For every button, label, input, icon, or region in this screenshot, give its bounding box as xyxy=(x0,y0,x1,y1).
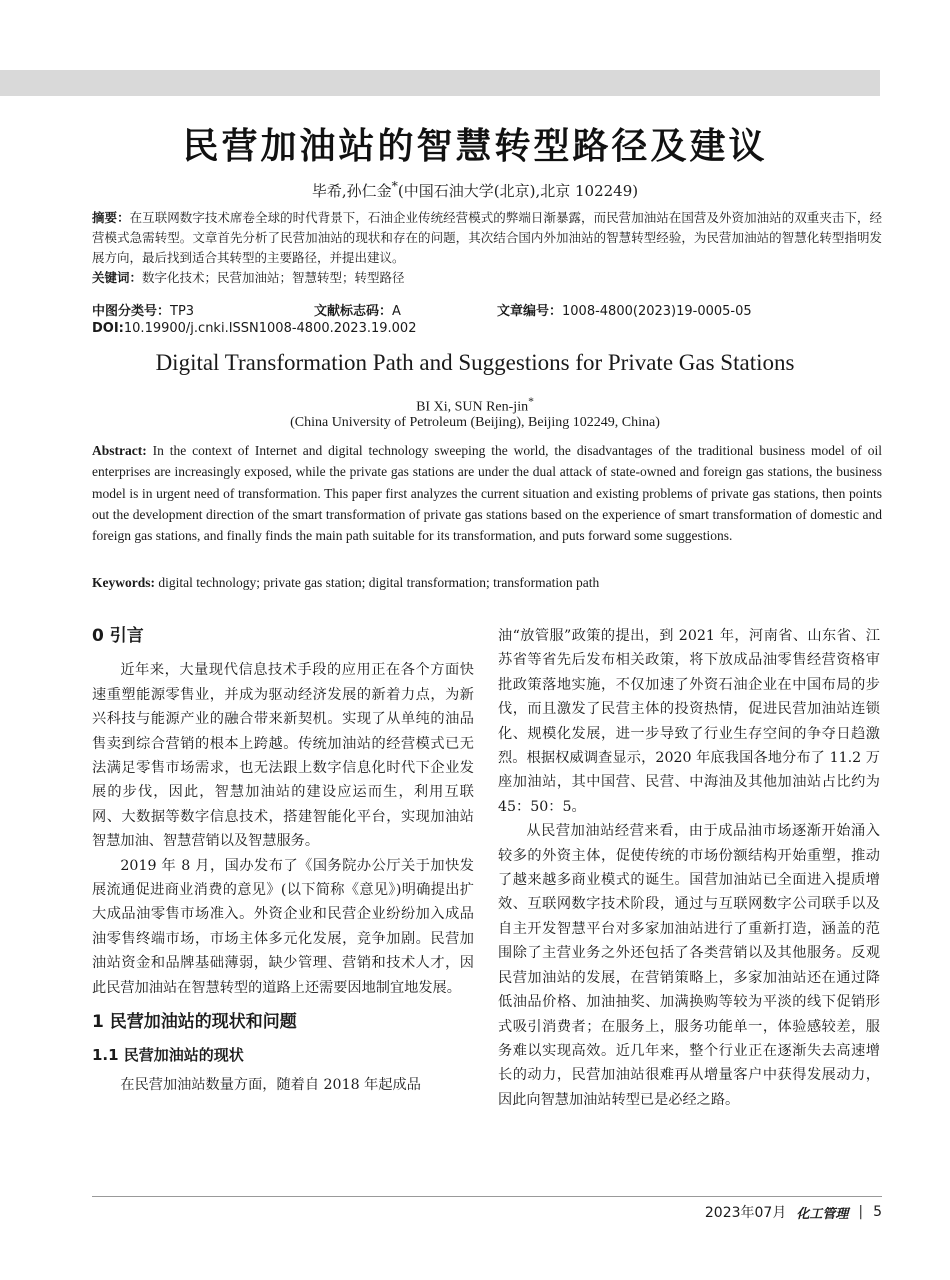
footer-divider xyxy=(92,1196,882,1197)
clc-label: 中图分类号： xyxy=(92,304,171,319)
footer-separator: | xyxy=(858,1204,864,1220)
clc-value: TP3 xyxy=(170,304,195,319)
abstract-en-text: In the context of Internet and digital technology sweeping the world, the disadvantages of the traditional business model of oil enterprises are increasingly exposed, while the private gas stations are under the dual attack of state-owned and foreign gas stations, the business model is in urgent need of transformation. This paper first analyzes the current situation and existing problems of private gas stations, then points out the development direction of the smart transformation of private gas stations based on the experience of smart transformation of domestic and foreign gas stations, and finally finds the main path suitable for its transformation, and puts forward some suggestions. xyxy=(92,443,882,544)
affiliation-en: (China University of Petroleum (Beijing), Beijing 102249, China) xyxy=(290,415,660,430)
body-paragraph: 2019 年 8 月，国办发布了《国务院办公厅关于加快发展流通促进商业消费的意见》(以下简称《意见》)明确提出扩大成品油零售市场准入。外资企业和民营企业纷纷加入成品油零售终端市场，市场主体多元化发展，竞争加剧。民营加油站资金和品牌基础薄弱，缺少管理、营销和技术人才，因此民营加油站在智慧转型的道路上还需要因地制宜地发展。 xyxy=(92,857,474,996)
page-footer xyxy=(705,1202,882,1222)
keywords-en xyxy=(92,575,599,591)
doi-label: DOI: xyxy=(92,321,124,336)
article-no-value: 1008-4800(2023)19-0005-05 xyxy=(562,304,752,319)
section-0-heading: 0 引言 xyxy=(92,626,144,646)
author-names-cn: 毕希,孙仁金 xyxy=(311,182,392,200)
body-paragraph: 在民营加油站数量方面，随着自 2018 年起成品 xyxy=(120,1076,421,1093)
keywords-cn-label: 关键词： xyxy=(92,270,143,285)
paper-title-en: Digital Transformation Path and Suggestions for Private Gas Stations xyxy=(155,350,795,375)
authors-en xyxy=(0,395,950,416)
doi-value: 10.19900/j.cnki.ISSN1008-4800.2023.19.002 xyxy=(123,321,417,336)
keywords-cn-text: 数字化技术；民营加油站；智慧转型；转型路径 xyxy=(142,270,405,285)
body-column-left xyxy=(92,624,474,1097)
corresponding-author-mark-cn: * xyxy=(391,178,398,193)
abstract-cn-text: 在互联网数字技术席卷全球的时代背景下，石油企业传统经营模式的弊端日渐暴露，而民营加油站在国营及外资加油站的双重夹击下，经营模式急需转型。文章首先分析了民营加油站的现状和存在的问题，其次结合国内外加油站的智慧转型经验，为民营加油站的智慧化转型指明发展方向，最后找到适合其转型的主要路径，并提出建议。 xyxy=(92,210,882,265)
body-paragraph: 油“放管服”政策的提出，到 2021 年，河南省、山东省、江苏省等省先后发布相关政策，将下放成品油零售经营资格审批政策落地实施，不仅加速了外资石油企业在中国布局的步伐，而且激发了民营主体的投资热情，促进民营加油站连锁化、规模化发展，进一步导致了行业生存空间的争夺日趋激烈。根据权威调查显示，2020 年底我国各地分布了 11.2 万座加油站，其中国营、民营、中海油及其他加油站占比约为 45：50：5。 xyxy=(498,628,880,815)
keywords-en-label: Keywords: xyxy=(92,575,155,590)
abstract-en xyxy=(92,440,882,546)
affiliation-cn: (中国石油大学(北京),北京 102249) xyxy=(397,182,639,200)
abstract-en-label: Abstract: xyxy=(92,443,147,458)
issue-date: 2023年07月 xyxy=(704,1205,787,1221)
body-paragraph: 从民营加油站经营来看，由于成品油市场逐渐开始涌入较多的外资主体，促使传统的市场份额结构开始重塑，推动了越来越多商业模式的诞生。国营加油站已全面进入提质增效、互联网数字技术阶段，通过与互联网数字公司联手以及自主开发智慧平台对多家加油站进行了重新打造，涵盖的范围除了主营业务之外还包括了各类营销以及其他服务。反观民营加油站的发展，在营销策略上，多家加油站还在通过降低油品价格、加油抽奖、加满换购等较为平淡的线下促销形式吸引消费者；在服务上，服务功能单一，体验感较差，服务难以实现高效。近几年来，整个行业正在逐渐失去高速增长的动力，民营加油站很难再从增量客户中获得发展动力，因此向智慧加油站转型已是必经之路。 xyxy=(498,823,880,1108)
article-no-label: 文章编号： xyxy=(497,304,563,319)
article-number xyxy=(497,300,752,319)
abstract-cn-label: 摘要： xyxy=(92,210,130,225)
doi xyxy=(92,321,416,336)
abstract-cn xyxy=(92,208,882,288)
body-column-right xyxy=(498,624,880,1112)
clc-number xyxy=(92,300,194,319)
keywords-en-text: digital technology; private gas station; digital transformation; transformation path xyxy=(155,575,600,590)
journal-logo: 化工管理 xyxy=(796,1206,849,1222)
paper-title-cn: 民营加油站的智慧转型路径及建议 xyxy=(182,126,768,167)
section-1-1-heading: 1.1 民营加油站的现状 xyxy=(92,1045,244,1064)
section-1-heading: 1 民营加油站的现状和问题 xyxy=(92,1012,297,1033)
doc-code-label: 文献标志码： xyxy=(314,304,393,319)
page-number: 5 xyxy=(873,1204,882,1220)
doc-code-value: A xyxy=(392,304,401,319)
document-code xyxy=(314,300,401,319)
corresponding-author-mark-en: * xyxy=(528,395,534,408)
body-paragraph: 近年来，大量现代信息技术手段的应用正在各个方面快速重塑能源零售业，并成为驱动经济发展的新着力点，为新兴科技与能源产业的融合带来新契机。实现了从单纯的油品售卖到综合营销的根本上跨越。传统加油站的经营模式已无法满足零售市场需求，也无法跟上数字信息化时代下企业发展的步伐，因此，智慧加油站的建设应运而生，利用互联网、大数据等数字信息技术，搭建智能化平台，实现加油站智慧加油、智慧营销以及智慧服务。 xyxy=(92,662,474,850)
author-names-en: BI Xi, SUN Ren-jin xyxy=(416,399,529,415)
authors-cn xyxy=(0,178,950,201)
header-band xyxy=(0,70,880,96)
